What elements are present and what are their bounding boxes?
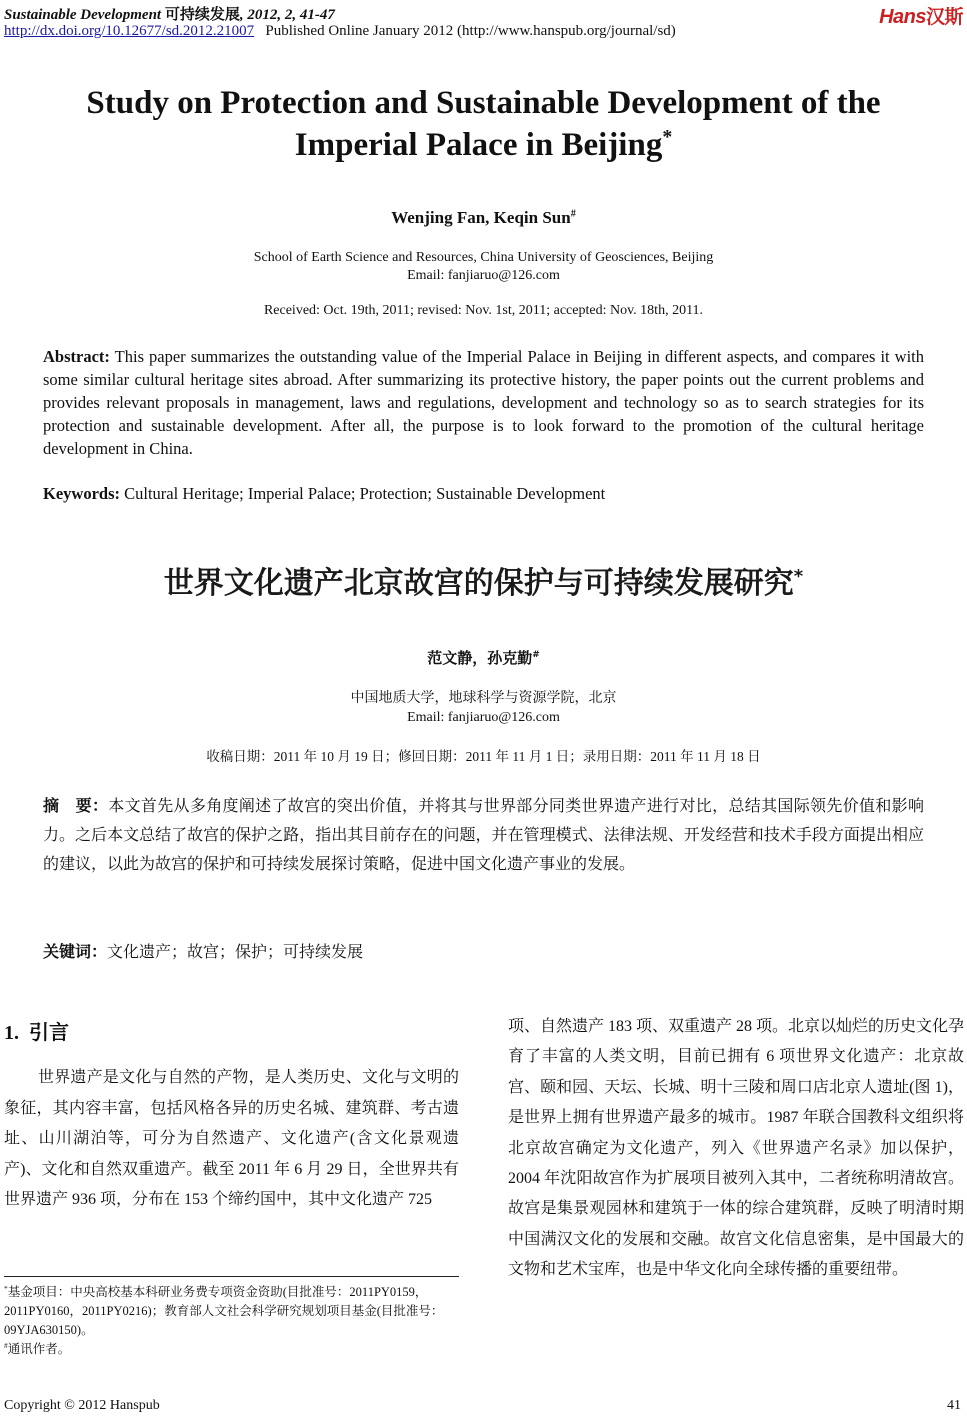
keywords-label: Keywords: bbox=[43, 484, 120, 503]
abstract bbox=[43, 345, 924, 460]
body-left-column: 世界遗产是文化与自然的产物，是人类历史、文化与文明的象征，其内容丰富，包括风格各异的历史名城、建筑群、考古遗址、山川湖泊等，可分为自然遗产、文化遗产(含文化景观遗产)、文化和自然双重遗产。截至 2011 年 6 月 29 日，全世界共有世界遗产 936 项，分布在 153 个缔约国中，其中文化遗产 725 bbox=[4, 1069, 459, 1208]
section-title: 引言 bbox=[29, 1020, 69, 1044]
affiliation bbox=[0, 249, 967, 285]
title-footnote-mark: * bbox=[662, 126, 673, 148]
volume-info: , 2012, 2, 41-47 bbox=[239, 7, 335, 23]
abstract-label: Abstract: bbox=[43, 347, 110, 366]
footnotes bbox=[4, 1283, 459, 1359]
affiliation-cn bbox=[0, 689, 967, 727]
author-email-cn: Email: fanjiaruo@126.com bbox=[407, 710, 560, 725]
keywords-cn-label: 关键词： bbox=[43, 942, 108, 961]
title-cn-footnote-mark: * bbox=[793, 566, 804, 587]
body-right-column: 项、自然遗产 183 项、双重遗产 28 项。北京以灿烂的历史文化孕育了丰富的人类文明，目前已拥有 6 项世界文化遗产：北京故宫、颐和园、天坛、长城、明十三陵和周口店北京人遗址(图 1)，是世界上拥有世界遗产最多的城市。1987 年联合国教科文组织将北京故宫确定为文化遗产，列入《世界遗产名录》加以保护，2004 年沈阳故宫作为扩展项目被列入其中，二者统称明清故宫。故宫是集景观园林和建筑于一体的综合建筑群，反映了明清时期中国满汉文化的发展和交融。故宫文化信息密集，是中国最大的文物和艺术宝库，也是中华文化向全球传播的重要纽带。 bbox=[508, 1018, 965, 1279]
footnote-divider bbox=[4, 1276, 459, 1277]
journal-name-en: Sustainable Development bbox=[4, 7, 162, 23]
footnote-corr-mark: # bbox=[4, 1340, 8, 1350]
title-line-2: Imperial Palace in Beijing* bbox=[294, 126, 673, 163]
section-number: 1. bbox=[4, 1022, 19, 1044]
journal-name-cn: 可持续发展 bbox=[164, 7, 240, 23]
footnote-corresponding: #通讯作者。 bbox=[4, 1340, 71, 1356]
footnote-fund: *基金项目：中央高校基本科研业务费专项资金资助(目批准号：2011PY0159，2011PY0160，2011PY0216)；教育部人文社会科学研究规划项目基金(目批准号：09YJA630150)。 bbox=[4, 1283, 444, 1337]
doi-line bbox=[4, 23, 676, 40]
paper-title-cn: 世界文化遗产北京故宫的保护与可持续发展研究* bbox=[163, 566, 804, 601]
abstract-cn bbox=[43, 791, 924, 879]
abstract-cn-label: 摘 要： bbox=[43, 796, 109, 815]
affiliation-cn-text: 中国地质大学，地球科学与资源学院，北京 bbox=[350, 691, 617, 706]
authors-cn: 范文静，孙克勤# bbox=[427, 649, 540, 667]
paper-title bbox=[30, 82, 937, 166]
logo-text-cn: 汉斯 bbox=[925, 7, 963, 28]
keywords bbox=[43, 484, 924, 504]
section-heading bbox=[4, 1016, 69, 1045]
page-number: 41 bbox=[947, 1398, 961, 1413]
keywords-cn-text: 文化遗产；故宫；保护；可持续发展 bbox=[107, 944, 364, 961]
logo-text-en: Hans bbox=[879, 6, 926, 28]
keywords-cn bbox=[43, 939, 363, 962]
author-mark: # bbox=[570, 208, 576, 220]
keywords-text: Cultural Heritage; Imperial Palace; Protection; Sustainable Development bbox=[124, 484, 606, 503]
published-online: Published Online January 2012 (http://www.hanspub.org/journal/sd) bbox=[265, 23, 676, 39]
title-line-1: Study on Protection and Sustainable Development of the bbox=[86, 85, 881, 121]
author-cn-mark: # bbox=[532, 650, 540, 660]
affiliation-text: School of Earth Science and Resources, China University of Geosciences, Beijing bbox=[253, 250, 714, 265]
authors: Wenjing Fan, Keqin Sun# bbox=[391, 208, 576, 227]
copyright: Copyright © 2012 Hanspub bbox=[4, 1398, 160, 1413]
hanspub-logo bbox=[879, 2, 963, 29]
footnote-fund-mark: * bbox=[4, 1283, 8, 1293]
abstract-cn-text: 本文首先从多角度阐述了故宫的突出价值，并将其与世界部分同类世界遗产进行对比，总结其国际领先价值和影响力。之后本文总结了故宫的保护之路，指出其目前存在的问题，并在管理模式、法律法规、开发经营和技术手段方面提出相应的建议，以此为故宫的保护和可持续发展探讨策略，促进中国文化遗产事业的发展。 bbox=[43, 798, 924, 873]
doi-link[interactable]: http://dx.doi.org/10.12677/sd.2012.21007 bbox=[4, 23, 255, 39]
abstract-text: This paper summarizes the outstanding value of the Imperial Palace in Beijing in different aspects, and compares it with some similar cultural heritage sites abroad. After summarizing its protective history, the paper points out the current problems and provides relevant proposals in management, laws and regulations, development and technology so as to search strategies for its protection and sustainable development. After all, the purpose is to look forward to the promotion of the cultural heritage development in China. bbox=[43, 347, 924, 458]
received-dates-cn: 收稿日期：2011 年 10 月 19 日；修回日期：2011 年 11 月 1 日；录用日期：2011 年 11 月 18 日 bbox=[206, 749, 761, 764]
author-email: Email: fanjiaruo@126.com bbox=[407, 268, 560, 283]
journal-citation bbox=[4, 3, 335, 24]
received-dates: Received: Oct. 19th, 2011; revised: Nov. 1st, 2011; accepted: Nov. 18th, 2011. bbox=[263, 303, 704, 318]
